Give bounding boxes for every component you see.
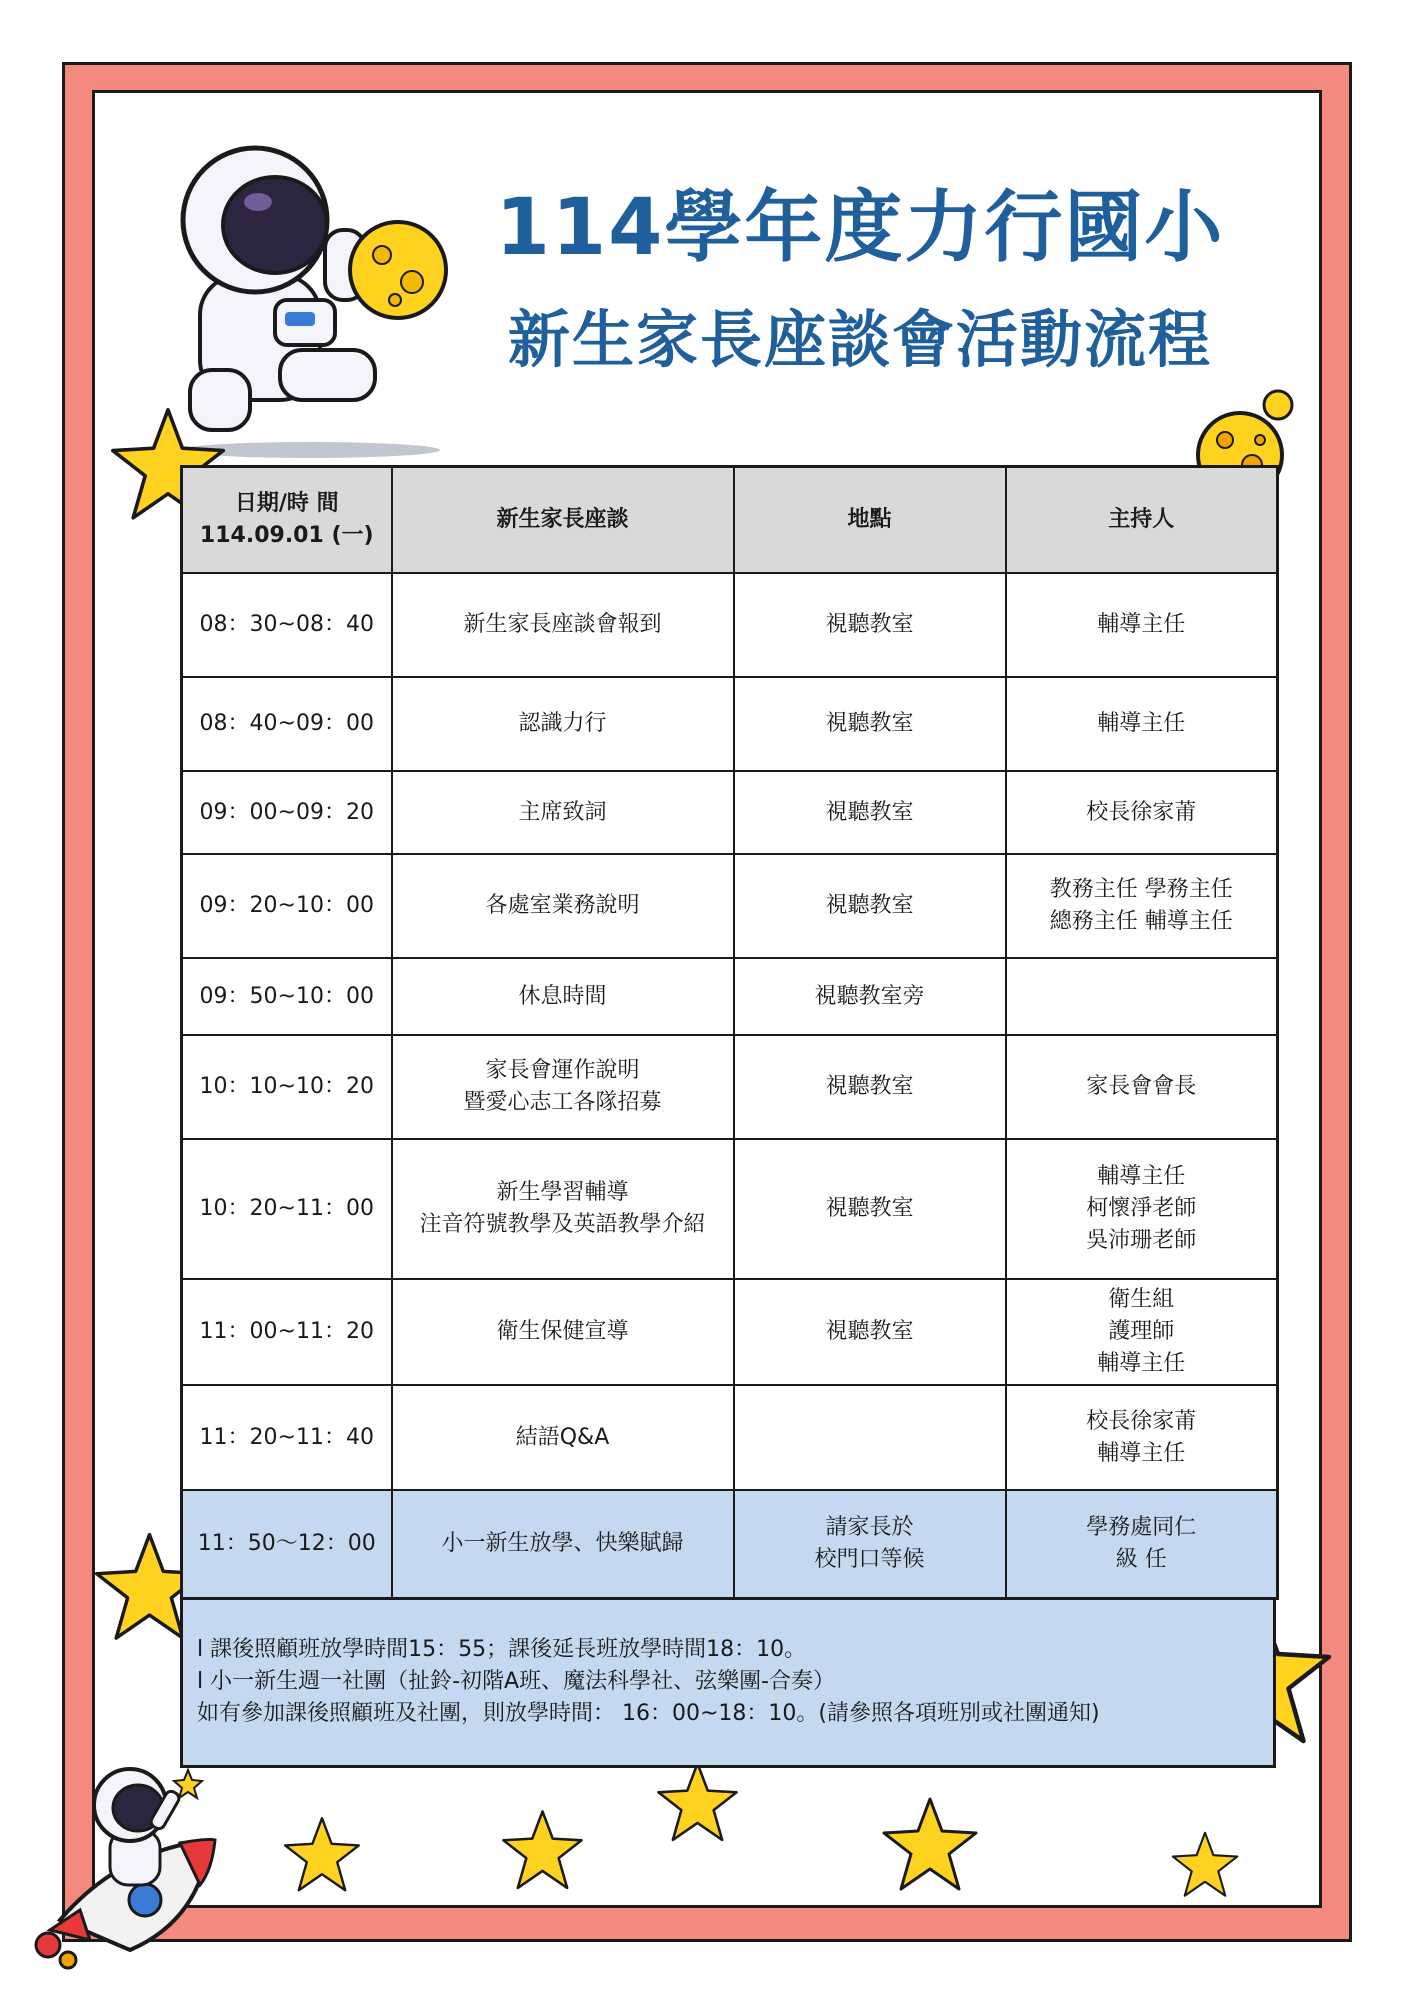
cell-location: 視聽教室 <box>734 1035 1006 1139</box>
cell-host: 輔導主任 <box>1006 573 1278 677</box>
notes-box <box>180 1600 1276 1768</box>
page-title: 114學年度力行國小 <box>495 183 1225 273</box>
cell-host: 學務處同仁 級 任 <box>1006 1490 1278 1598</box>
page-subtitle: 新生家長座談會活動流程 <box>507 303 1212 376</box>
cell-time: 09：20~10：00 <box>182 854 392 958</box>
cell-location: 視聽教室旁 <box>734 958 1006 1035</box>
cell-host <box>1006 958 1278 1035</box>
cell-location: 請家長於 校門口等候 <box>734 1490 1006 1598</box>
table-row <box>182 1139 1278 1279</box>
table-row <box>182 573 1278 677</box>
header-location: 地點 <box>734 467 1006 574</box>
star-icon <box>500 1808 585 1893</box>
header-session: 新生家長座談 <box>392 467 734 574</box>
star-icon <box>282 1815 362 1895</box>
table-row <box>182 771 1278 854</box>
cell-host: 校長徐家莆 <box>1006 771 1278 854</box>
cell-location: 視聽教室 <box>734 573 1006 677</box>
cell-location: 視聽教室 <box>734 771 1006 854</box>
cell-host: 輔導主任 <box>1006 677 1278 771</box>
note-line: l 課後照顧班放學時間15：55；課後延長班放學時間18：10。 <box>197 1637 807 1662</box>
cell-activity: 結語Q&A <box>392 1385 734 1490</box>
schedule-table <box>180 465 1279 1600</box>
table-row <box>182 854 1278 958</box>
cell-time: 09：00~09：20 <box>182 771 392 854</box>
cell-activity: 衛生保健宣導 <box>392 1279 734 1385</box>
cell-host: 校長徐家莆 輔導主任 <box>1006 1385 1278 1490</box>
table-row-highlight <box>182 1490 1278 1598</box>
note-line: l 小一新生週一社團（扯鈴-初階A班、魔法科學社、弦樂團-合奏） <box>197 1669 836 1694</box>
astronaut-rocket-icon <box>30 1740 230 1970</box>
cell-time: 10：10~10：20 <box>182 1035 392 1139</box>
cell-time: 08：30~08：40 <box>182 573 392 677</box>
star-icon <box>1170 1830 1240 1900</box>
cell-location: 視聽教室 <box>734 1279 1006 1385</box>
cell-location <box>734 1385 1006 1490</box>
table-row <box>182 1385 1278 1490</box>
cell-activity: 主席致詞 <box>392 771 734 854</box>
cell-activity: 新生家長座談會報到 <box>392 573 734 677</box>
table-row <box>182 958 1278 1035</box>
table-row <box>182 1279 1278 1385</box>
cell-time: 08：40~09：00 <box>182 677 392 771</box>
cell-host: 家長會會長 <box>1006 1035 1278 1139</box>
header-host: 主持人 <box>1006 467 1278 574</box>
cell-location: 視聽教室 <box>734 1139 1006 1279</box>
cell-host: 教務主任 學務主任 總務主任 輔導主任 <box>1006 854 1278 958</box>
star-icon <box>880 1795 980 1895</box>
cell-activity: 各處室業務說明 <box>392 854 734 958</box>
cell-host: 衛生組 護理師 輔導主任 <box>1006 1279 1278 1385</box>
cell-activity: 休息時間 <box>392 958 734 1035</box>
table-row <box>182 677 1278 771</box>
cell-time: 09：50~10：00 <box>182 958 392 1035</box>
cell-activity: 新生學習輔導 注音符號教學及英語教學介紹 <box>392 1139 734 1279</box>
note-line: 如有參加課後照顧班及社團，則放學時間： 16：00~18：10。(請參照各項班別或社團通知) <box>197 1701 1100 1726</box>
cell-time: 10：20~11：00 <box>182 1139 392 1279</box>
star-icon <box>655 1760 740 1845</box>
cell-location: 視聽教室 <box>734 677 1006 771</box>
cell-activity: 小一新生放學、快樂賦歸 <box>392 1490 734 1598</box>
cell-time: 11：20~11：40 <box>182 1385 392 1490</box>
header-date-time: 日期/時 間 114.09.01 (一) <box>182 467 392 574</box>
cell-host: 輔導主任 柯懷淨老師 吳沛珊老師 <box>1006 1139 1278 1279</box>
cell-activity: 認識力行 <box>392 677 734 771</box>
cell-time: 11：50～12：00 <box>182 1490 392 1598</box>
table-header-row <box>182 467 1278 574</box>
cell-location: 視聽教室 <box>734 854 1006 958</box>
cell-activity: 家長會運作說明 暨愛心志工各隊招募 <box>392 1035 734 1139</box>
cell-time: 11：00~11：20 <box>182 1279 392 1385</box>
table-row <box>182 1035 1278 1139</box>
